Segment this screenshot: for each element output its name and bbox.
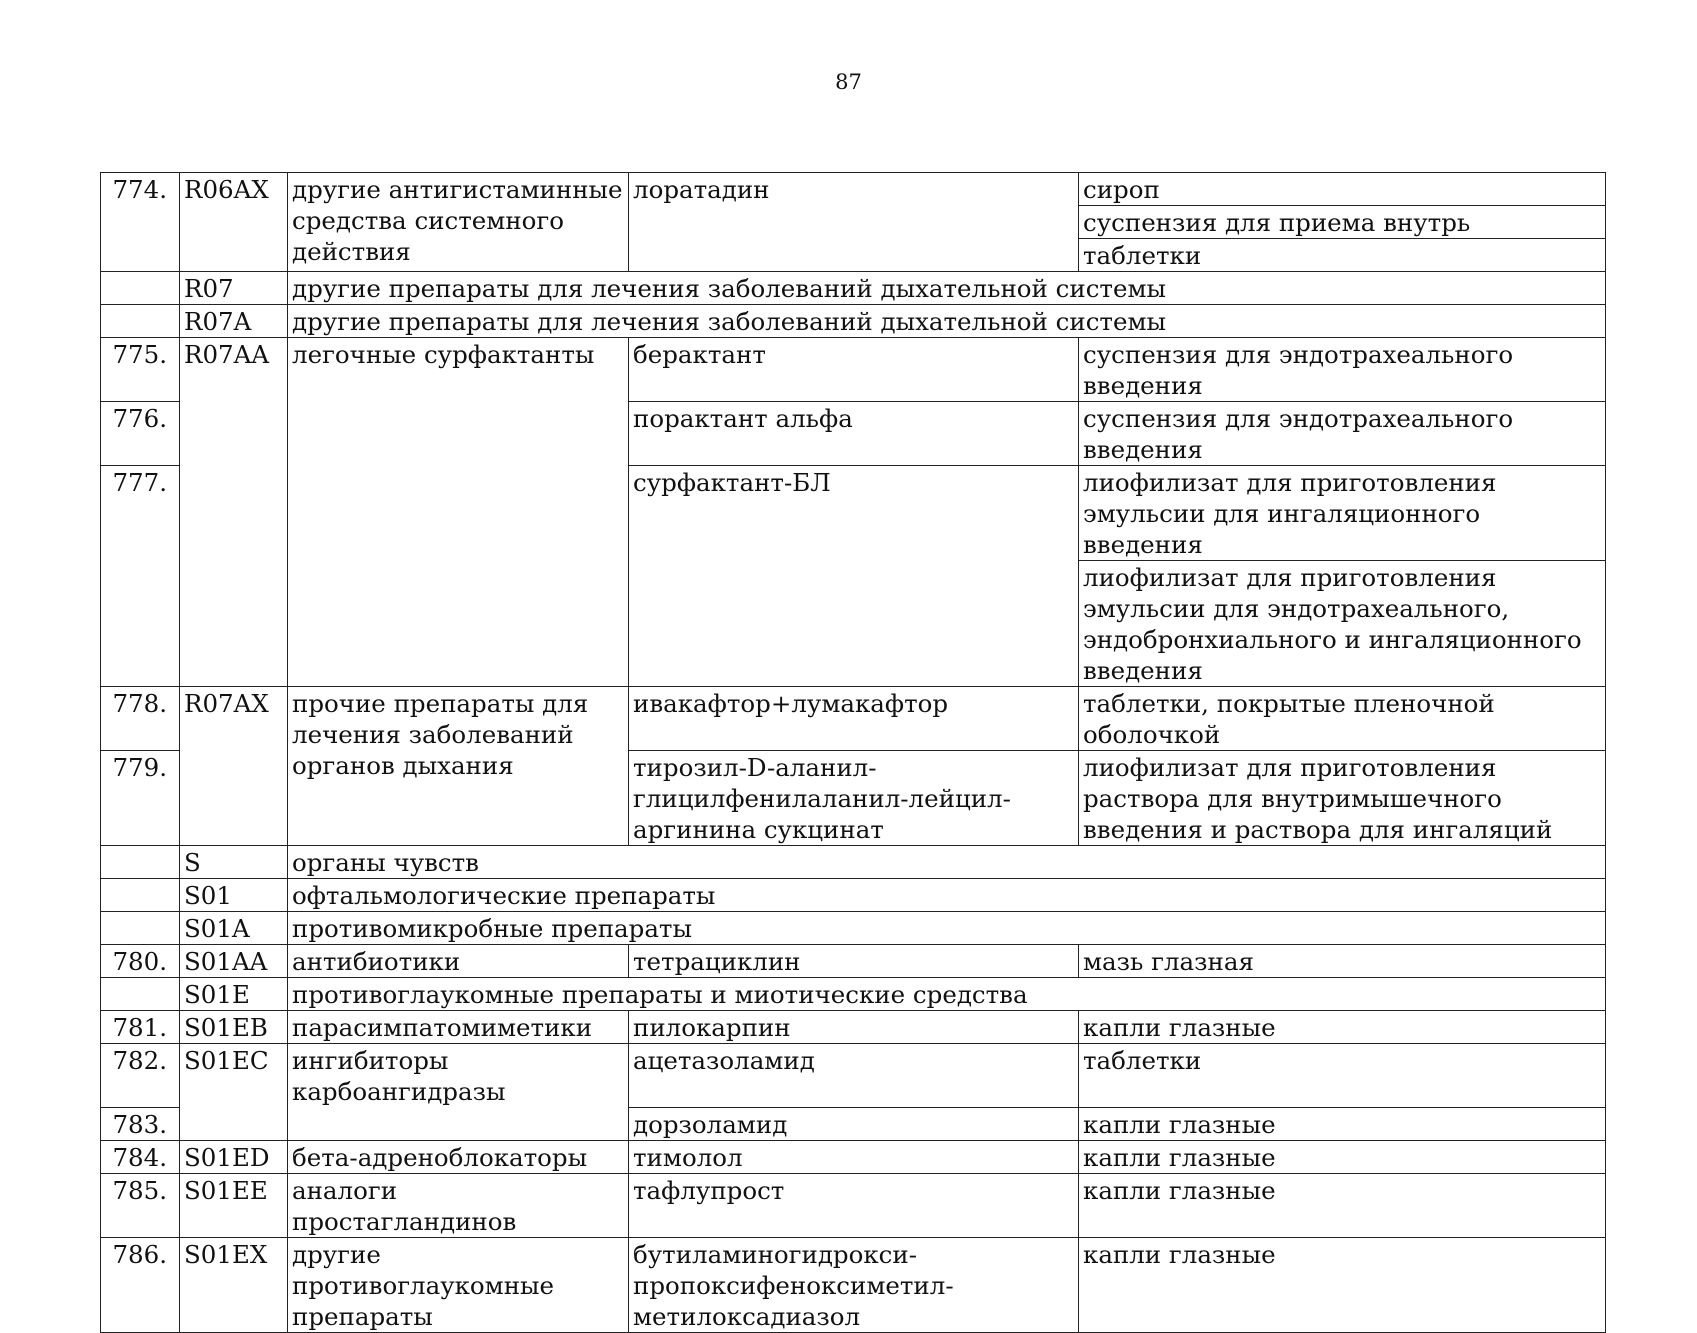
- table-row: [101, 912, 1606, 945]
- group-name: противомикробные препараты: [288, 912, 1606, 945]
- page-number: 87: [835, 70, 862, 94]
- dosage-form: капли глазные: [1079, 1107, 1606, 1140]
- atc-code: S01ED: [180, 1140, 288, 1173]
- table-row: [101, 1140, 1606, 1173]
- row-number: 774.: [101, 173, 180, 272]
- table-row: [101, 978, 1606, 1011]
- dosage-form: таблетки, покрытые пленочной оболочкой: [1079, 687, 1606, 751]
- atc-code: R07AX: [180, 687, 288, 846]
- dosage-form: капли глазные: [1079, 1140, 1606, 1173]
- medicines-table: [100, 172, 1606, 1333]
- group-name: ингибиторы карбоангидразы: [288, 1044, 629, 1108]
- atc-code: R07: [180, 272, 288, 305]
- atc-code: S01EE: [180, 1173, 288, 1237]
- group-name: [288, 466, 629, 687]
- dosage-form: лиофилизат для приготовления эмульсии для ингаляционного введения: [1079, 466, 1606, 561]
- drug-name: берактант: [629, 338, 1079, 402]
- row-number: 775.: [101, 338, 180, 402]
- table-row: [101, 1173, 1606, 1237]
- group-name: [288, 402, 629, 466]
- atc-code: R07AA: [180, 338, 288, 402]
- row-number: 786.: [101, 1237, 180, 1332]
- dosage-form: суспензия для эндотрахеального введения: [1079, 338, 1606, 402]
- table-row: [101, 1044, 1606, 1108]
- row-number: [101, 912, 180, 945]
- group-name: другие препараты для лечения заболеваний дыхательной системы: [288, 272, 1606, 305]
- dosage-form: капли глазные: [1079, 1173, 1606, 1237]
- row-number: [101, 978, 180, 1011]
- row-number: 778.: [101, 687, 180, 751]
- group-name: офтальмологические препараты: [288, 879, 1606, 912]
- group-name: другие противоглаукомные препараты: [288, 1237, 629, 1332]
- table-row: [101, 945, 1606, 978]
- table-row: [101, 879, 1606, 912]
- group-name: другие препараты для лечения заболеваний дыхательной системы: [288, 305, 1606, 338]
- table-row: [101, 305, 1606, 338]
- group-name: другие антигистаминные средства системного действия: [288, 173, 629, 272]
- table-row: [101, 846, 1606, 879]
- row-number: 781.: [101, 1011, 180, 1044]
- dosage-form: таблетки: [1079, 239, 1606, 272]
- row-number: 777.: [101, 466, 180, 687]
- row-number: 785.: [101, 1173, 180, 1237]
- table-row: [101, 402, 1606, 466]
- dosage-form: лиофилизат для приготовления эмульсии для эндотрахеального, эндобронхиального и ингаляционного введения: [1079, 561, 1606, 687]
- group-name: антибиотики: [288, 945, 629, 978]
- drug-name: сурфактант-БЛ: [629, 466, 1079, 687]
- group-name: противоглаукомные препараты и миотические средства: [288, 978, 1606, 1011]
- dosage-form: суспензия для приема внутрь: [1079, 206, 1606, 239]
- group-name: прочие препараты для лечения заболеваний органов дыхания: [288, 687, 629, 846]
- drug-name: ацетазоламид: [629, 1044, 1079, 1108]
- table-row: [101, 272, 1606, 305]
- atc-code: [180, 1107, 288, 1140]
- dosage-form: мазь глазная: [1079, 945, 1606, 978]
- dosage-form: капли глазные: [1079, 1011, 1606, 1044]
- drug-name: лоратадин: [629, 173, 1079, 272]
- group-name: аналоги простагландинов: [288, 1173, 629, 1237]
- drug-name: бутиламиногидрокси-пропоксифеноксиметил-метилоксадиазол: [629, 1237, 1079, 1332]
- atc-code: R06AX: [180, 173, 288, 272]
- dosage-form: суспензия для эндотрахеального введения: [1079, 402, 1606, 466]
- atc-code: R07A: [180, 305, 288, 338]
- table-row: [101, 687, 1606, 751]
- row-number: 784.: [101, 1140, 180, 1173]
- table-row: [101, 173, 1606, 206]
- drug-name: тетрациклин: [629, 945, 1079, 978]
- group-name: органы чувств: [288, 846, 1606, 879]
- table-row: [101, 1107, 1606, 1140]
- row-number: 776.: [101, 402, 180, 466]
- table-row: [101, 1237, 1606, 1332]
- dosage-form: лиофилизат для приготовления раствора для внутримышечного введения и раствора для ингаляций: [1079, 751, 1606, 846]
- drug-name: тирозил-D-аланил-глицилфенилаланил-лейцил-аргинина сукцинат: [629, 751, 1079, 846]
- group-name: парасимпатомиметики: [288, 1011, 629, 1044]
- atc-code: S01EC: [180, 1044, 288, 1108]
- atc-code: S: [180, 846, 288, 879]
- row-number: 782.: [101, 1044, 180, 1108]
- row-number: 783.: [101, 1107, 180, 1140]
- atc-code: S01EB: [180, 1011, 288, 1044]
- row-number: [101, 305, 180, 338]
- atc-code: [180, 466, 288, 687]
- atc-code: S01: [180, 879, 288, 912]
- group-name: легочные сурфактанты: [288, 338, 629, 402]
- drug-name: порактант альфа: [629, 402, 1079, 466]
- table-row: [101, 1011, 1606, 1044]
- row-number: [101, 272, 180, 305]
- dosage-form: капли глазные: [1079, 1237, 1606, 1332]
- group-name: [288, 1107, 629, 1140]
- drug-name: пилокарпин: [629, 1011, 1079, 1044]
- row-number: [101, 879, 180, 912]
- group-name: бета-адреноблокаторы: [288, 1140, 629, 1173]
- row-number: 779.: [101, 751, 180, 846]
- drug-name: тафлупрост: [629, 1173, 1079, 1237]
- table-row: [101, 466, 1606, 561]
- table-row: [101, 338, 1606, 402]
- drug-name: ивакафтор+лумакафтор: [629, 687, 1079, 751]
- drug-name: тимолол: [629, 1140, 1079, 1173]
- dosage-form: таблетки: [1079, 1044, 1606, 1108]
- row-number: [101, 846, 180, 879]
- atc-code: S01E: [180, 978, 288, 1011]
- atc-code: [180, 402, 288, 466]
- atc-code: S01A: [180, 912, 288, 945]
- atc-code: S01AA: [180, 945, 288, 978]
- drug-name: дорзоламид: [629, 1107, 1079, 1140]
- dosage-form: сироп: [1079, 173, 1606, 206]
- atc-code: S01EX: [180, 1237, 288, 1332]
- row-number: 780.: [101, 945, 180, 978]
